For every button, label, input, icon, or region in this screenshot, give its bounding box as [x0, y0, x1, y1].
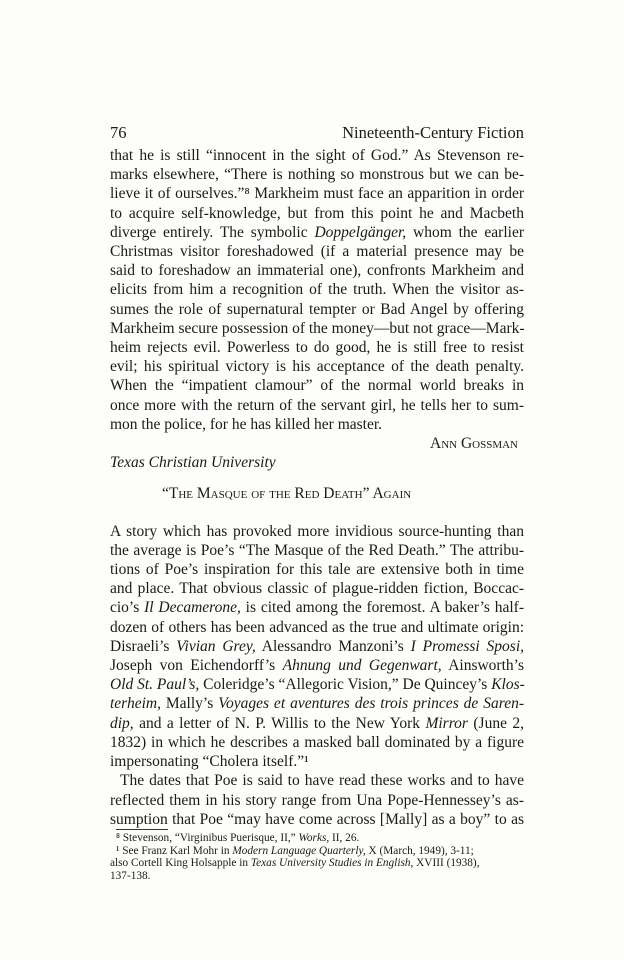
text-line: terheim, Mally’s Voyages et aventures des trois princes de Saren-: [110, 695, 524, 713]
text-line: Disraeli’s Vivian Grey, Alessandro Manzoni’s I Promessi Sposi,: [110, 637, 525, 655]
text-line: impersonating “Cholera itself.”¹: [110, 753, 309, 771]
text-line: and place. That obvious classic of plague-ridden fiction, Boccac-: [110, 580, 524, 598]
text-line: 1832) in which he describes a masked ball dominated by a figure: [110, 733, 524, 751]
text-line: once more with the return of the servant girl, he tells her to sum-: [110, 396, 524, 414]
text-line: elicits from him a recognition of the truth. When the visitor as-: [110, 281, 524, 299]
text-line: A story which has provoked more invidious source-hunting than: [110, 522, 524, 540]
running-head: [110, 120, 524, 146]
text-line: that he is still “innocent in the sight of God.” As Stevenson re-: [110, 147, 524, 164]
text-line: Old St. Paul’s, Coleridge’s “Allegoric Vision,” De Quincey’s Klos-: [110, 676, 525, 694]
footnote-1-pages: 137-138.: [110, 869, 151, 882]
author-signature: Ann Gossman: [430, 435, 518, 453]
paragraph-dates: [110, 771, 524, 829]
text-line: the average is Poe’s “The Masque of the Red Death.” The attribu-: [110, 541, 524, 559]
page: [110, 120, 524, 882]
footnote-8: ⁸ Stevenson, “Virginibus Puerisque, II,” Works, II, 26.: [116, 831, 360, 844]
text-line: said to foreshadow an immaterial one), confronts Markheim and: [110, 262, 524, 280]
journal-title: Nineteenth-Century Fiction: [342, 123, 524, 142]
text-line: Markheim secure possession of the money—but not grace—Mark-: [110, 319, 525, 337]
text-line: cio’s Il Decamerone, is cited among the foremost. A baker’s half-: [110, 599, 524, 617]
text-line: lieve it of ourselves.”⁸ Markheim must face an apparition in order: [110, 185, 524, 203]
text-line: The dates that Poe is said to have read these works and to have: [120, 772, 524, 790]
text-line: evil; his spiritual victory is his acceptance of the death penalty.: [110, 358, 524, 376]
text-line: tions of Poe’s inspiration for this tale are extensive both in time: [110, 561, 524, 579]
text-line: dip, and a letter of N. P. Willis to the New York Mirror (June 2,: [110, 714, 524, 732]
footnotes: [110, 832, 524, 882]
text-line: heim rejects evil. Powerless to do good, he is still free to resist: [110, 339, 524, 357]
paragraph-masque: [110, 522, 524, 772]
text-line: reflected them in his story range from Una Pope-Hennessey’s as-: [110, 791, 524, 809]
paragraph-markheim: [110, 146, 524, 434]
page-number: 76: [110, 123, 127, 142]
text-line: dozen of others has been advanced as the true and ultimate origin:: [110, 618, 524, 636]
text-line: When the “impatient clamour” of the normal world breaks in: [110, 377, 524, 395]
text-line: Joseph von Eichendorff’s Ahnung und Gegenwart, Ainsworth’s: [110, 657, 524, 675]
section-title: “The Masque of the Red Death” Again: [162, 485, 412, 503]
footnote-1-continued: also Cortell King Holsapple in Texas University Studies in English, XVIII (1938),: [110, 857, 480, 870]
footnote-1: ¹ See Franz Karl Mohr in Modern Language Quarterly, X (March, 1949), 3-11;: [116, 844, 474, 857]
text-line: Christmas visitor foreshadowed (if a material presence may be: [110, 243, 524, 261]
text-line: marks elsewhere, “There is nothing so monstrous but we can be-: [110, 166, 524, 184]
footnote-rule: [116, 829, 168, 830]
author-affiliation: Texas Christian University: [110, 454, 276, 472]
text-line: to acquire self-knowledge, but from this point he and Macbeth: [110, 204, 524, 222]
text-line: mon the police, for he has killed her master.: [110, 415, 383, 433]
text-line: sumes the role of supernatural tempter or Bad Angel by offering: [110, 300, 524, 318]
text-line: diverge entirely. The symbolic Doppelgänger, whom the earlier: [110, 223, 524, 241]
text-line: sumption that Poe “may have come across [Mally] as a boy” to as: [110, 810, 524, 828]
